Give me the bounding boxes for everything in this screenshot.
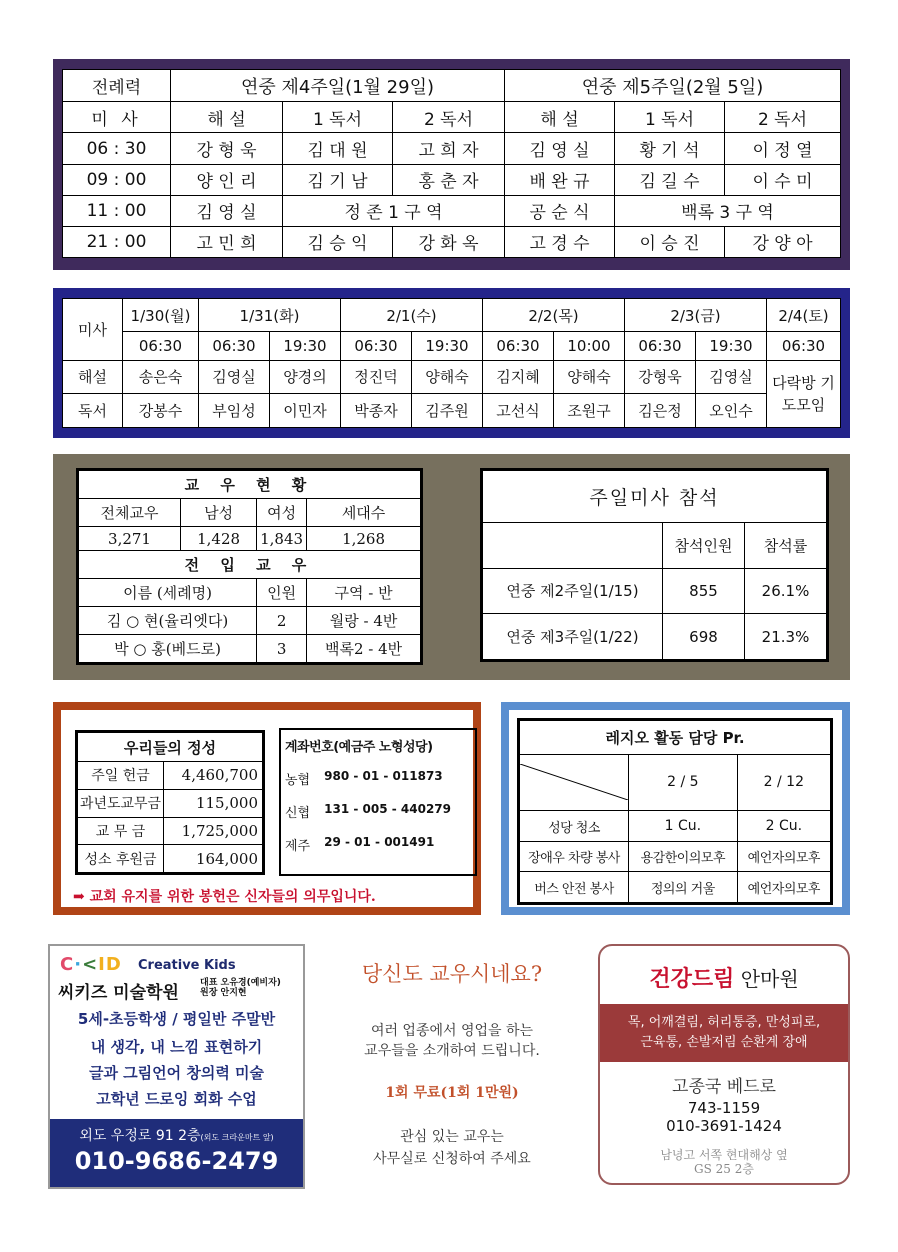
table-row (63, 360, 841, 394)
offering-section (53, 702, 481, 915)
members-value: 1,268 (307, 526, 421, 550)
col-header: 2 독서 (393, 102, 505, 133)
legio-box (509, 710, 842, 907)
members-value: 1,428 (181, 526, 257, 550)
name-cell: 조원구 (554, 394, 625, 428)
legio-corner (520, 754, 629, 811)
account-row (285, 802, 473, 821)
col-header: 1 독서 (283, 102, 393, 133)
name-cell: 정진덕 (341, 360, 412, 394)
reader-cell: 배 완 규 (505, 164, 615, 195)
bank-name: 제주 (285, 839, 311, 854)
legio-title: 레지오 활동 담당 Pr. (520, 721, 831, 755)
table-row (78, 789, 263, 817)
ad-line: 고학년 드로잉 회화 수업 (96, 1090, 257, 1108)
offering-box (61, 710, 473, 907)
members-attendance-section (53, 454, 850, 680)
transfer-area: 월랑 - 4반 (307, 607, 421, 635)
time-cell: 06:30 (483, 332, 554, 361)
reader-cell: 고 민 희 (171, 226, 283, 257)
addr-line: 남녕고 서쪽 현대해상 옆 (660, 1148, 788, 1162)
time-cell: 06:30 (123, 332, 199, 361)
offering-amount: 1,725,000 (164, 817, 263, 845)
reader-cell: 홍 춘 자 (393, 164, 505, 195)
reader-cell: 김 대 원 (283, 133, 393, 164)
attendance-header: 참석률 (745, 523, 827, 569)
offering-amount: 164,000 (164, 845, 263, 873)
reader-cell: 김 영 실 (171, 195, 283, 226)
band-line: 근육통, 손발저림 순환계 장애 (640, 1035, 808, 1050)
day-header: 2/4(토) (767, 299, 841, 332)
account-row (285, 769, 473, 788)
reader-cell: 백록 3 구 역 (615, 195, 841, 226)
name-cell: 김지혜 (483, 360, 554, 394)
name-cell: 송은숙 (123, 360, 199, 394)
attendance-label: 연중 제3주일(1/22) (483, 614, 663, 660)
intro-apply: 관심 있는 교우는 (400, 1129, 504, 1145)
reader-cell: 이 수 미 (725, 164, 841, 195)
table-row (520, 872, 831, 903)
members-value: 3,271 (79, 526, 181, 550)
members-table (78, 470, 421, 663)
attendance-count: 698 (663, 614, 745, 660)
name-cell: 양해숙 (554, 360, 625, 394)
intro-apply: 사무실로 신청하여 주세요 (373, 1151, 531, 1167)
col-header: 2 독서 (725, 102, 841, 133)
legio-table (519, 720, 831, 903)
legio-assign: 2 Cu. (737, 811, 830, 842)
offering-label: 교 무 금 (78, 817, 164, 845)
transfer-header: 인원 (257, 579, 307, 607)
legio-table-box (517, 718, 833, 905)
members-value: 1,843 (257, 526, 307, 550)
brand-name: Creative Kids (138, 958, 236, 973)
name-cell: 강봉수 (123, 394, 199, 428)
massage-phone: 010-3691-1424 (666, 1117, 782, 1135)
intro-title: 당신도 교우시네요? (361, 962, 543, 986)
col-header: 해 설 (505, 102, 615, 133)
art-academy-ad (48, 944, 305, 1189)
rep-line: 원장 안지현 (200, 988, 247, 998)
transfer-name: 박 ○ 홍(베드로) (79, 635, 257, 663)
day-header: 2/1(수) (341, 299, 483, 332)
attendance-rate: 26.1% (745, 568, 827, 614)
mass-label: 미사 (63, 299, 123, 361)
sunday-readers-section (53, 59, 850, 270)
members-header: 남성 (181, 498, 257, 526)
legio-assign: 용감한이의모후 (629, 841, 738, 872)
col-header: 1 독서 (615, 102, 725, 133)
time-cell: 10:00 (554, 332, 625, 361)
account-box (279, 728, 477, 876)
reader-cell: 고 희 자 (393, 133, 505, 164)
massage-brand: 건강드림 (649, 967, 735, 992)
transfer-area: 백록2 - 4반 (307, 635, 421, 663)
name-cell: 김은정 (625, 394, 696, 428)
account-row (285, 835, 473, 854)
col-header: 해 설 (171, 102, 283, 133)
massage-phone: 743-1159 (687, 1099, 761, 1117)
attendance-rate: 21.3% (745, 614, 827, 660)
academy-reps (200, 978, 281, 998)
table-row (78, 817, 263, 845)
massage-title (600, 962, 848, 993)
account-number: 131 - 005 - 440279 (324, 802, 451, 816)
offering-label: 과년도교무금 (78, 789, 164, 817)
sunday-readers-table (62, 69, 841, 258)
attendance-title: 주일미사 참석 (483, 471, 827, 523)
address-note: (외도 크라운마트 앞) (200, 1133, 274, 1142)
table-row (79, 635, 421, 663)
offering-amount: 115,000 (164, 789, 263, 817)
name-cell: 이민자 (270, 394, 341, 428)
bank-name: 신협 (285, 806, 311, 821)
table-row (483, 614, 827, 660)
week1-header: 연중 제4주일(1월 29일) (171, 70, 505, 102)
reader-cell: 강 양 아 (725, 226, 841, 257)
diagonal-line (520, 764, 628, 800)
day-header: 2/3(금) (625, 299, 767, 332)
weekday-mass-section (53, 288, 850, 438)
name-cell: 강형욱 (625, 360, 696, 394)
time-cell: 06:30 (625, 332, 696, 361)
time-cell: 06:30 (199, 332, 270, 361)
members-header: 세대수 (307, 498, 421, 526)
table-row (63, 394, 841, 428)
reader-cell: 이 승 진 (615, 226, 725, 257)
legio-assign: 1 Cu. (629, 811, 738, 842)
massage-owner: 고종국 베드로 (672, 1077, 776, 1097)
address-text: 외도 우정로 91 2층 (79, 1128, 201, 1144)
time-cell: 19:30 (270, 332, 341, 361)
saturday-note: 다락방 기도모임 (767, 360, 841, 428)
members-header: 전체교우 (79, 498, 181, 526)
time-cell: 19:30 (696, 332, 767, 361)
name-cell: 김영실 (199, 360, 270, 394)
legio-assign: 예언자의모후 (737, 872, 830, 903)
attendance-header: 참석인원 (663, 523, 745, 569)
reader-cell: 고 경 수 (505, 226, 615, 257)
table-row (63, 226, 841, 257)
reader-cell: 공 순 식 (505, 195, 615, 226)
table-row (63, 133, 841, 164)
offering-amount: 4,460,700 (164, 762, 263, 790)
attendance-table (482, 470, 827, 660)
mass-time: 11 : 00 (63, 195, 171, 226)
account-number: 29 - 01 - 001491 (324, 835, 435, 849)
addr-line: GS 25 2층 (694, 1162, 754, 1176)
reader-cell: 김 승 익 (283, 226, 393, 257)
reader-cell: 정 존 1 구 역 (283, 195, 505, 226)
name-cell: 양해숙 (412, 360, 483, 394)
table-row (79, 607, 421, 635)
transfer-header: 이름 (세례명) (79, 579, 257, 607)
name-cell: 부임성 (199, 394, 270, 428)
transfer-count: 3 (257, 635, 307, 663)
academy-address (50, 1125, 303, 1145)
offering-label: 주일 헌금 (78, 762, 164, 790)
offering-table (77, 732, 263, 873)
time-cell: 06:30 (341, 332, 412, 361)
day-header: 1/30(월) (123, 299, 199, 332)
rep-line: 대표 오유경(예비자) (200, 978, 281, 988)
intro-desc: 교우들을 소개하여 드립니다. (364, 1043, 540, 1059)
time-cell: 19:30 (412, 332, 483, 361)
mass-time: 21 : 00 (63, 226, 171, 257)
reader-cell: 김 영 실 (505, 133, 615, 164)
transfer-name: 김 ○ 현(율리엣다) (79, 607, 257, 635)
transfer-title: 전 입 교 우 (79, 551, 421, 579)
massage-address (600, 1148, 848, 1176)
mass-time: 06 : 30 (63, 133, 171, 164)
attendance-label: 연중 제2주일(1/15) (483, 568, 663, 614)
reading-label: 독서 (63, 394, 123, 428)
massage-band (600, 1004, 848, 1062)
name-cell: 김영실 (696, 360, 767, 394)
reader-cell: 이 정 열 (725, 133, 841, 164)
transfer-count: 2 (257, 607, 307, 635)
reader-cell: 강 화 옥 (393, 226, 505, 257)
table-row (63, 164, 841, 195)
reader-cell: 김 기 남 (283, 164, 393, 195)
attendance-box (480, 468, 829, 662)
ad-line: 내 생각, 내 느낌 표현하기 (90, 1038, 263, 1056)
account-number: 980 - 01 - 011873 (324, 769, 443, 783)
table-row (78, 762, 263, 790)
legio-section (501, 702, 850, 915)
band-line: 목, 어깨결림, 허리통증, 만성피로, (627, 1015, 821, 1030)
members-header: 여성 (257, 498, 307, 526)
academy-phone: 010-9686-2479 (74, 1147, 279, 1175)
week2-header: 연중 제5주일(2월 5일) (505, 70, 841, 102)
ad-footer (50, 1119, 303, 1187)
ad-line: 5세-초등학생 / 평일반 주말반 (77, 1010, 276, 1028)
table-row (63, 195, 841, 226)
mass-time: 09 : 00 (63, 164, 171, 195)
members-title: 교 우 현 황 (79, 471, 421, 499)
reader-cell: 김 길 수 (615, 164, 725, 195)
legio-date: 2 / 5 (629, 754, 738, 811)
attendance-count: 855 (663, 568, 745, 614)
bank-name: 농협 (285, 773, 311, 788)
commentary-label: 해설 (63, 360, 123, 394)
offering-notice: ➡ 교회 유지를 위한 봉헌은 신자들의 의무입니다. (73, 889, 376, 905)
table-row (520, 841, 831, 872)
legio-task: 장애우 차량 봉사 (520, 841, 629, 872)
transfer-header: 구역 - 반 (307, 579, 421, 607)
table-row (483, 568, 827, 614)
name-cell: 오인수 (696, 394, 767, 428)
offering-title: 우리들의 정성 (78, 733, 263, 762)
day-header: 1/31(화) (199, 299, 341, 332)
legio-date: 2 / 12 (737, 754, 830, 811)
weekday-mass-table (62, 298, 841, 428)
legio-task: 버스 안전 봉사 (520, 872, 629, 903)
ckid-logo: C·<ID (60, 954, 122, 975)
offering-label: 성소 후원금 (78, 845, 164, 873)
offering-table-box (75, 730, 265, 875)
name-cell: 양경의 (270, 360, 341, 394)
name-cell: 김주원 (412, 394, 483, 428)
mass-label: 미 사 (63, 102, 171, 133)
liturgy-corner: 전례력 (63, 70, 171, 102)
name-cell: 박종자 (341, 394, 412, 428)
academy-name: 씨키즈 미술학원 (58, 983, 179, 1003)
name-cell: 고선식 (483, 394, 554, 428)
legio-assign: 정의의 거울 (629, 872, 738, 903)
table-row (520, 811, 831, 842)
ad-line: 글과 그림언어 창의력 미술 (88, 1064, 265, 1082)
massage-ad (598, 944, 850, 1185)
reader-cell: 황 기 석 (615, 133, 725, 164)
table-row (78, 845, 263, 873)
intro-price: 1회 무료(1회 1만원) (385, 1085, 519, 1101)
reader-cell: 양 인 리 (171, 164, 283, 195)
account-title: 계좌번호(예금주 노형성당) (285, 740, 433, 755)
intro-desc: 여러 업종에서 영업을 하는 (370, 1023, 534, 1039)
legio-task: 성당 청소 (520, 811, 629, 842)
member-business-ad (318, 944, 586, 1189)
reader-cell: 강 형 욱 (171, 133, 283, 164)
legio-assign: 예언자의모후 (737, 841, 830, 872)
time-cell: 06:30 (767, 332, 841, 361)
day-header: 2/2(목) (483, 299, 625, 332)
massage-suffix: 안마원 (740, 967, 799, 991)
members-box (76, 468, 423, 665)
attendance-corner (483, 523, 663, 569)
